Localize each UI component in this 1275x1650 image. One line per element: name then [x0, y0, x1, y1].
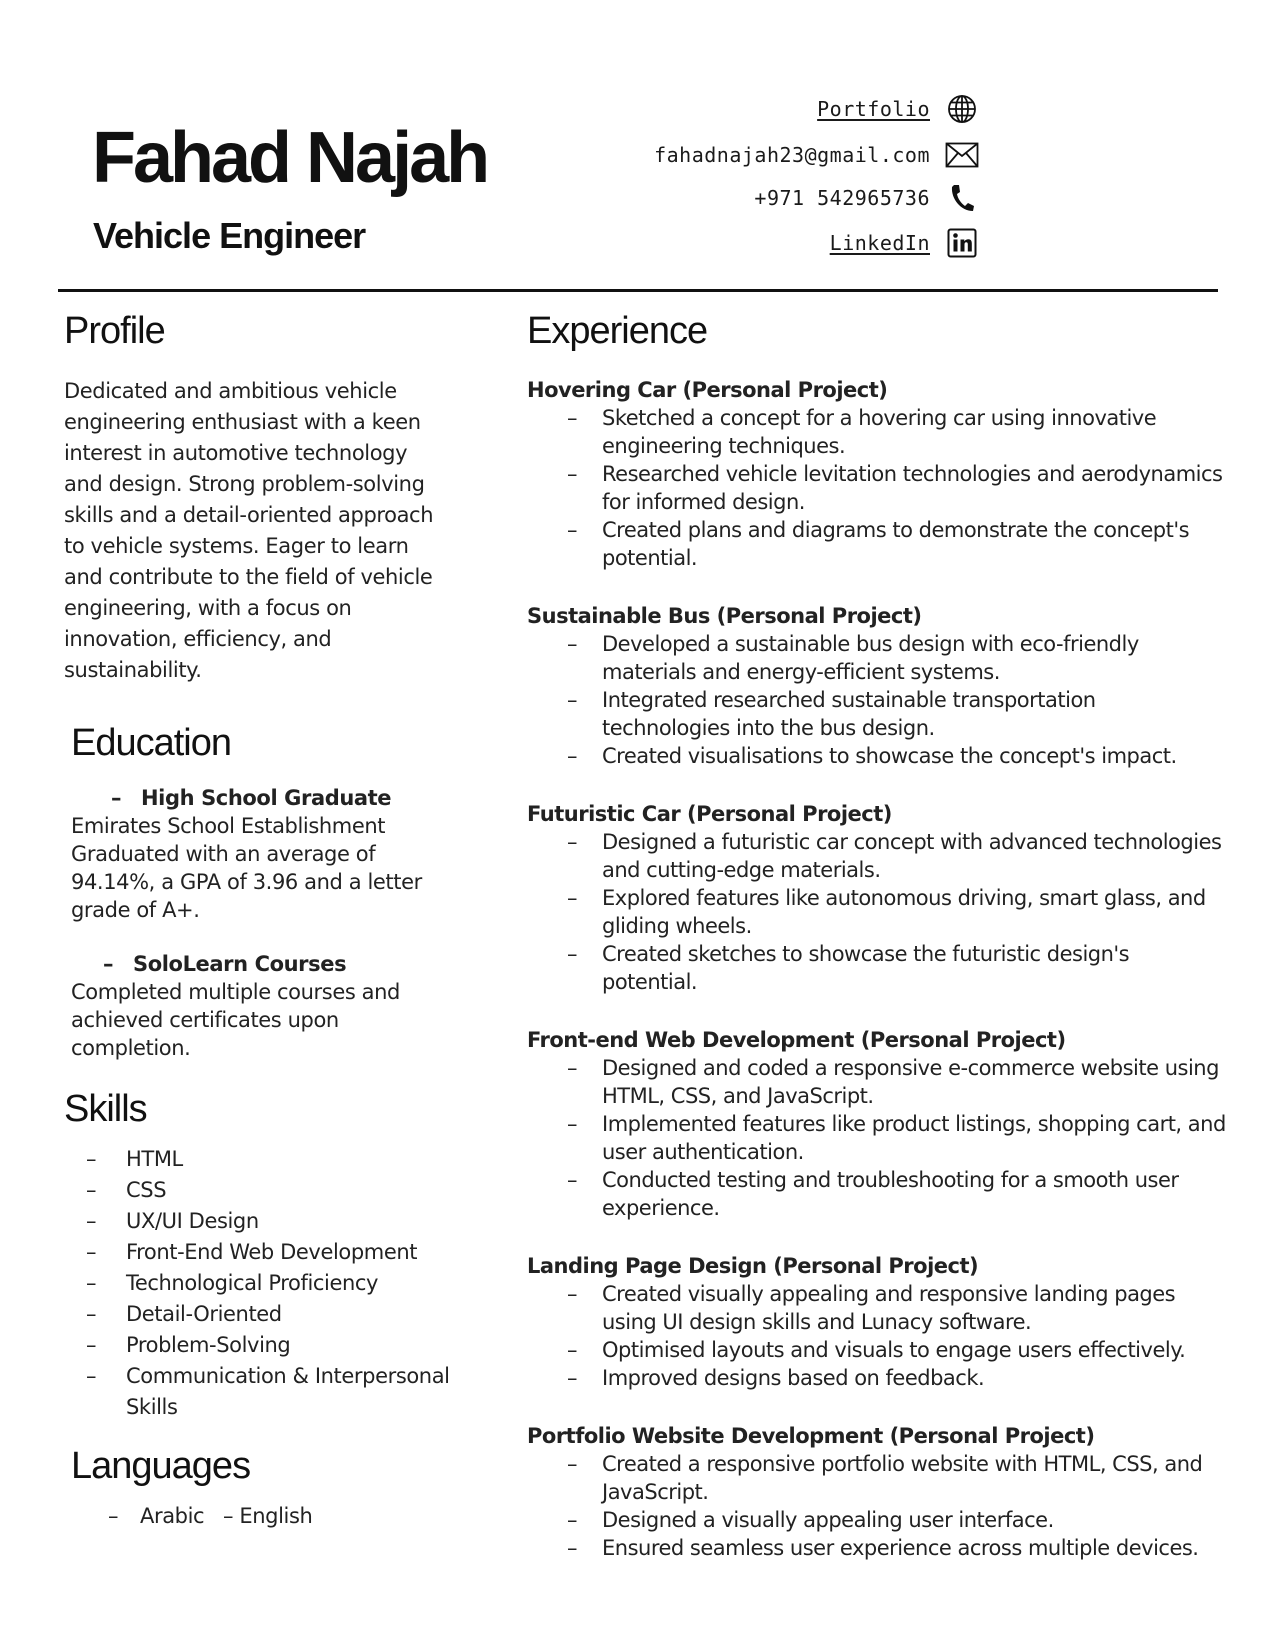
skill-item: – Front-End Web Development	[86, 1240, 418, 1264]
languages-title: Languages	[71, 1445, 251, 1487]
contact-email[interactable]	[654, 138, 980, 172]
skill-item: – Communication & Interpersonal Skills	[86, 1364, 450, 1419]
experience-item	[527, 1252, 1227, 1392]
education-line: 94.14%, a GPA of 3.96 and a letter	[71, 870, 422, 894]
experience-point: – Developed a sustainable bus design with eco-friendly materials and energy-efficient systems.	[567, 632, 1139, 684]
experience-point: – Created a responsive portfolio website with HTML, CSS, and JavaScript.	[567, 1452, 1203, 1504]
languages-list	[64, 1501, 484, 1531]
experience-point: – Created visualisations to showcase the concept's impact.	[567, 744, 1177, 768]
skill-item: – HTML	[86, 1147, 183, 1171]
skill-item: – Problem-Solving	[86, 1333, 291, 1357]
left-column	[64, 312, 484, 1531]
skill-item: – Detail-Oriented	[86, 1302, 282, 1326]
skill-item: – CSS	[86, 1178, 167, 1202]
education-title: Education	[71, 722, 232, 764]
experience-point: – Designed a futuristic car concept with advanced technologies and cutting-edge materials.	[567, 830, 1222, 882]
education-line: Completed multiple courses and	[71, 980, 400, 1004]
globe-icon	[944, 93, 980, 125]
phone-icon	[944, 182, 980, 214]
right-column	[527, 312, 1227, 1592]
experience-item	[527, 800, 1227, 996]
profile-title: Profile	[64, 310, 165, 352]
experience-point: – Designed a visually appealing user interface.	[567, 1508, 1054, 1532]
experience-point: – Sketched a concept for a hovering car using innovative engineering techniques.	[567, 406, 1157, 458]
experience-title-line: Futuristic Car (Personal Project)	[527, 802, 892, 826]
skills-list	[64, 1144, 484, 1423]
experience-title-line: Portfolio Website Development (Personal Project)	[527, 1424, 1095, 1448]
experience-item	[527, 602, 1227, 770]
education-line: achieved certificates upon	[71, 1008, 339, 1032]
experience-item	[527, 1422, 1227, 1562]
skill-item: – Technological Proficiency	[86, 1271, 379, 1295]
experience-item	[527, 376, 1227, 572]
experience-point: – Explored features like autonomous driving, smart glass, and gliding wheels.	[567, 886, 1206, 938]
experience-point: – Optimised layouts and visuals to engage users effectively.	[567, 1338, 1186, 1362]
contact-portfolio[interactable]	[817, 92, 980, 126]
education-item	[71, 784, 484, 924]
email-text[interactable]: fahadnajah23@gmail.com	[654, 143, 930, 167]
skill-item: – UX/UI Design	[86, 1209, 259, 1233]
experience-point: – Implemented features like product listings, shopping cart, and user authentication.	[567, 1112, 1226, 1164]
experience-title-line: Sustainable Bus (Personal Project)	[527, 604, 922, 628]
candidate-name: Fahad Najah	[92, 118, 488, 198]
bullet: –	[108, 1504, 119, 1528]
experience-point: – Improved designs based on feedback.	[567, 1366, 985, 1390]
experience-point: – Created plans and diagrams to demonstrate the concept's potential.	[567, 518, 1190, 570]
education-line: grade of A+.	[71, 898, 200, 922]
education-line: Emirates School Establishment	[71, 814, 386, 838]
linkedin-icon	[944, 227, 980, 259]
candidate-role: Vehicle Engineer	[93, 215, 366, 256]
experience-point: – Conducted testing and troubleshooting for a smooth user experience.	[567, 1168, 1179, 1220]
experience-title-line: Hovering Car (Personal Project)	[527, 378, 888, 402]
education-line: Graduated with an average of	[71, 842, 376, 866]
envelope-icon	[944, 139, 980, 171]
education-heading: – High School Graduate	[111, 786, 392, 810]
bullet: –	[111, 786, 122, 810]
experience-point: – Created visually appealing and responsive landing pages using UI design skills and Lunacy software.	[567, 1282, 1176, 1334]
profile-text: Dedicated and ambitious vehicle engineering enthusiast with a keen interest in automotive technology and design. Strong problem-solving skills and a detail-oriented approach to vehicle systems. Eager to learn and contribute to the field of vehicle engineering, with a focus on innovation, efficiency, and sustainability.	[64, 379, 434, 682]
experience-list	[527, 376, 1227, 1562]
experience-item	[527, 1026, 1227, 1222]
experience-point: – Created sketches to showcase the futuristic design's potential.	[567, 942, 1130, 994]
education-line: completion.	[71, 1036, 191, 1060]
language-item: Arabic	[140, 1504, 205, 1528]
phone-text[interactable]: +971 542965736	[754, 186, 930, 210]
experience-point: – Integrated researched sustainable transportation technologies into the bus design.	[567, 688, 1096, 740]
education-item	[71, 950, 484, 1062]
skills-title: Skills	[64, 1088, 147, 1130]
linkedin-link[interactable]: LinkedIn	[829, 231, 930, 255]
experience-point: – Designed and coded a responsive e-commerce website using HTML, CSS, and JavaScript.	[567, 1056, 1219, 1108]
experience-title: Experience	[527, 310, 708, 352]
language-item: – English	[223, 1504, 313, 1528]
experience-point: – Researched vehicle levitation technologies and aerodynamics for informed design.	[567, 462, 1223, 514]
header-divider	[58, 289, 1218, 292]
portfolio-link[interactable]: Portfolio	[817, 97, 930, 121]
bullet: –	[103, 952, 114, 976]
experience-title-line: Landing Page Design (Personal Project)	[527, 1254, 979, 1278]
contact-phone[interactable]	[754, 181, 980, 215]
education-heading: – SoloLearn Courses	[103, 952, 347, 976]
experience-title-line: Front-end Web Development (Personal Project)	[527, 1028, 1066, 1052]
contact-linkedin[interactable]	[830, 226, 980, 260]
experience-point: – Ensured seamless user experience across multiple devices.	[567, 1536, 1199, 1560]
